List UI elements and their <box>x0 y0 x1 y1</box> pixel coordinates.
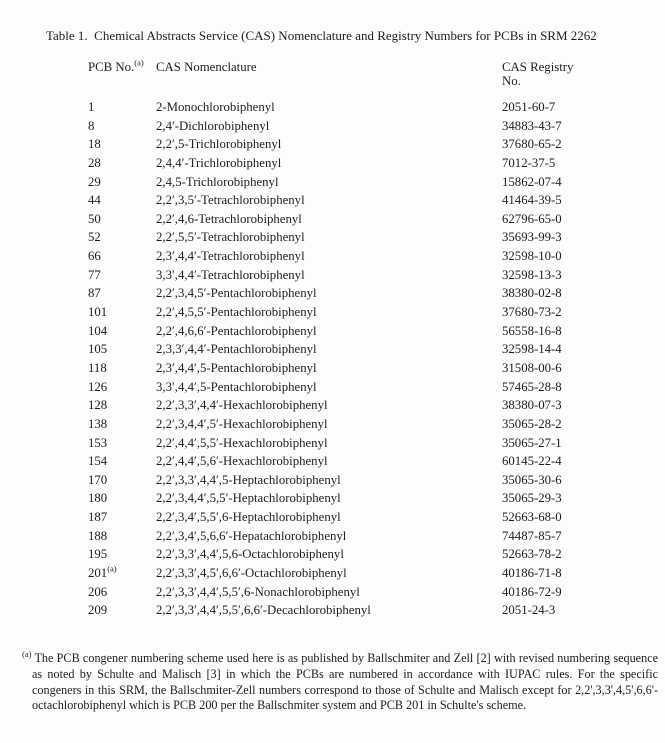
table-row <box>88 359 628 378</box>
nomenclature-cell: 2,2′,5-Trichlorobiphenyl <box>156 137 282 152</box>
nomenclature-cell: 2,2′,4,6,6′-Pentachlorobiphenyl <box>156 323 317 338</box>
pcb-number-cell: 118 <box>88 360 107 375</box>
nomenclature-cell: 2,2′,3,3′,4,4′,5,5′,6-Nonachlorobiphenyl <box>156 584 360 599</box>
header-nomenclature-label: CAS Nomenclature <box>156 60 257 74</box>
nomenclature-cell: 2,4,4′-Trichlorobiphenyl <box>156 155 282 170</box>
nomenclature-cell: 2,2′,4,6-Tetrachlorobiphenyl <box>156 211 302 226</box>
pcb-number-cell: 201$^{(a)}$ <box>88 563 117 581</box>
table-row <box>88 564 628 583</box>
cas-registry-cell: 32598-14-4 <box>502 342 562 357</box>
header-nomenclature <box>156 60 502 88</box>
pcb-number-cell: 105 <box>88 342 108 357</box>
cas-registry-cell: 34883-43-7 <box>502 118 562 133</box>
nomenclature-cell: 2,2′,3,3′,4,4′,5,6-Octachlorobiphenyl <box>156 547 344 562</box>
cas-registry-cell: 60145-22-4 <box>502 454 562 469</box>
table-row <box>88 284 628 303</box>
nomenclature-cell: 2,3,3′,4,4′-Pentachlorobiphenyl <box>156 342 317 357</box>
header-cas-registry <box>502 60 628 88</box>
cas-registry-cell: 2051-60-7 <box>502 100 556 114</box>
cas-registry-cell: 40186-71-8 <box>502 566 562 581</box>
cas-registry-cell: 32598-10-0 <box>502 249 562 264</box>
nomenclature-cell: 3,3′,4,4′,5-Pentachlorobiphenyl <box>156 379 317 394</box>
nomenclature-cell: 2,2′,3,3′,4,4′-Hexachlorobiphenyl <box>156 398 328 413</box>
cas-registry-cell: 41464-39-5 <box>502 193 562 208</box>
cas-registry-cell: 56558-16-8 <box>502 323 562 338</box>
pcb-number-cell: 52 <box>88 230 101 245</box>
cas-registry-cell: 35693-99-3 <box>502 230 562 245</box>
nomenclature-cell: 2,2′,3,4′,5,6,6′-Hepatachlorobiphenyl <box>156 528 347 543</box>
nomenclature-cell: 2,2′,5,5′-Tetrachlorobiphenyl <box>156 230 305 245</box>
pcb-number-cell: 29 <box>88 174 101 189</box>
pcb-number-cell: 138 <box>88 416 108 431</box>
table-row <box>88 471 628 490</box>
pcb-number-cell: 28 <box>88 155 101 170</box>
table-row <box>88 154 628 173</box>
pcb-number-cell: 44 <box>88 193 101 208</box>
table-row <box>88 601 628 620</box>
nomenclature-cell: 2,2′,3,3′,4,4′,5-Heptachlorobiphenyl <box>156 472 341 487</box>
cas-registry-cell: 15862-07-4 <box>502 174 562 189</box>
pcb-number-cell: 1 <box>88 100 95 114</box>
cas-registry-cell: 32598-13-3 <box>502 267 562 282</box>
cas-registry-cell: 38380-02-8 <box>502 286 562 301</box>
table-row <box>88 135 628 154</box>
footnote <box>22 648 659 714</box>
cas-registry-cell: 35065-28-2 <box>502 416 562 431</box>
pcb-number-cell: 101 <box>88 305 108 320</box>
cas-registry-cell: 38380-07-3 <box>502 398 562 413</box>
pcb-number-cell: 170 <box>88 472 108 487</box>
pcb-number-cell: 128 <box>88 398 108 413</box>
cas-registry-cell: 35065-30-6 <box>502 472 562 487</box>
table-row <box>88 415 628 434</box>
nomenclature-cell: 2,3′,4,4′,5-Pentachlorobiphenyl <box>156 360 317 375</box>
table-row <box>88 452 628 471</box>
nomenclature-cell: 2-Monochlorobiphenyl <box>156 100 275 114</box>
cas-registry-cell: 74487-85-7 <box>502 528 562 543</box>
pcb-number-cell: 188 <box>88 528 108 543</box>
nomenclature-cell: 2,2′,3,5′-Tetrachlorobiphenyl <box>156 193 305 208</box>
nomenclature-cell: 2,2′,4,5,5′-Pentachlorobiphenyl <box>156 305 317 320</box>
cas-registry-cell: 7012-37-5 <box>502 155 556 170</box>
table-row <box>88 98 628 117</box>
table-row <box>88 173 628 192</box>
cas-registry-cell: 40186-72-9 <box>502 584 562 599</box>
table-row <box>88 396 628 415</box>
nomenclature-cell: 2,2′,3,4,4′,5,5′-Heptachlorobiphenyl <box>156 491 341 506</box>
cas-registry-cell: 57465-28-8 <box>502 379 562 394</box>
table-row <box>88 583 628 602</box>
pcb-number-cell: 77 <box>88 267 101 282</box>
nomenclature-cell: 2,2′,3,3′,4,5′,6,6′-Octachlorobiphenyl <box>156 566 347 581</box>
table-row <box>88 378 628 397</box>
table-title: Table 1. Chemical Abstracts Service (CAS) Nomenclature and Registry Numbers for PCBs in SRM 2262 <box>46 28 597 43</box>
table-row <box>88 545 628 564</box>
pcb-number-cell: 18 <box>88 137 101 152</box>
table-row <box>88 191 628 210</box>
header-pcb-no-footnote-marker: (a) <box>134 57 144 68</box>
pcb-number-cell: 104 <box>88 323 108 338</box>
header-pcb-no <box>88 57 156 88</box>
table-row <box>88 266 628 285</box>
nomenclature-cell: 2,2′,3,4,5′-Pentachlorobiphenyl <box>156 286 317 301</box>
nomenclature-cell: 2,2′,4,4′,5,6′-Hexachlorobiphenyl <box>156 454 328 469</box>
pcb-number-cell: 87 <box>88 286 101 301</box>
table-row <box>88 434 628 453</box>
nomenclature-cell: 2,4,5-Trichlorobiphenyl <box>156 174 279 189</box>
footnote-text: The PCB congener numbering scheme used here is as published by Ballschmiter and Zell [2] with revised numbering sequence as noted by Schulte and Malisch [3] in which the PCBs are numbered in accordance with IUPAC rules. For the specific congeners in this SRM, the Ballschmiter-Zell numbers correspond to those of Schulte and Malisch except for 2,2',3,3',4,5',6,6'-octachlorobiphenyl which is PCB 200 per the Ballschmiter system and PCB 201 in Schulte's scheme. <box>32 651 659 713</box>
pcb-number-cell: 206 <box>88 584 108 599</box>
pcb-number-cell: 8 <box>88 118 95 133</box>
nomenclature-cell: 2,4′-Dichlorobiphenyl <box>156 118 270 133</box>
table-row <box>88 508 628 527</box>
cas-registry-cell: 52663-78-2 <box>502 547 562 562</box>
table-row <box>88 117 628 136</box>
table-row <box>88 340 628 359</box>
cas-registry-cell: 35065-29-3 <box>502 491 562 506</box>
pcb-number-cell: 126 <box>88 379 108 394</box>
footnote-marker: (a) <box>22 648 32 659</box>
cas-registry-cell: 37680-65-2 <box>502 137 562 152</box>
nomenclature-cell: 2,3′,4,4′-Tetrachlorobiphenyl <box>156 249 305 264</box>
table-row <box>88 228 628 247</box>
cas-registry-cell: 62796-65-0 <box>502 211 562 226</box>
table-row <box>88 303 628 322</box>
pcb-number-cell: 209 <box>88 603 108 618</box>
cas-registry-cell: 52663-68-0 <box>502 510 562 525</box>
nomenclature-cell: 2,2′,3,4,4′,5′-Hexachlorobiphenyl <box>156 416 328 431</box>
pcb-number-cell: 66 <box>88 249 101 264</box>
cas-registry-cell: 35065-27-1 <box>502 435 562 450</box>
pcb-number-cell: 50 <box>88 211 101 226</box>
nomenclature-cell: 2,2′,3,4′,5,5′,6-Heptachlorobiphenyl <box>156 510 341 525</box>
cas-registry-cell: 31508-00-6 <box>502 360 562 375</box>
nomenclature-cell: 2,2′,4,4′,5,5′-Hexachlorobiphenyl <box>156 435 328 450</box>
nomenclature-cell: 2,2′,3,3′,4,4′,5,5′,6,6′-Decachlorobiphenyl <box>156 603 371 618</box>
table-body <box>88 98 628 620</box>
cas-registry-cell: 37680-73-2 <box>502 305 562 320</box>
pcb-number-cell: 187 <box>88 510 108 525</box>
cas-registry-cell: 2051-24-3 <box>502 603 556 618</box>
table-row <box>88 527 628 546</box>
pcb-number-cell: 153 <box>88 435 108 450</box>
pcb-number-cell: 195 <box>88 547 108 562</box>
header-cas-registry-line1: CAS Registry <box>502 60 574 74</box>
table-row <box>88 489 628 508</box>
table-row <box>88 322 628 341</box>
table-row <box>88 210 628 229</box>
header-pcb-no-label: PCB No. <box>88 60 135 74</box>
pcb-number-cell: 154 <box>88 454 108 469</box>
header-cas-registry-line2: No. <box>502 74 521 88</box>
pcb-number-cell: 180 <box>88 491 108 506</box>
cas-table <box>88 57 628 620</box>
table-row <box>88 247 628 266</box>
nomenclature-cell: 3,3′,4,4′-Tetrachlorobiphenyl <box>156 267 305 282</box>
table-header-row <box>88 57 628 88</box>
